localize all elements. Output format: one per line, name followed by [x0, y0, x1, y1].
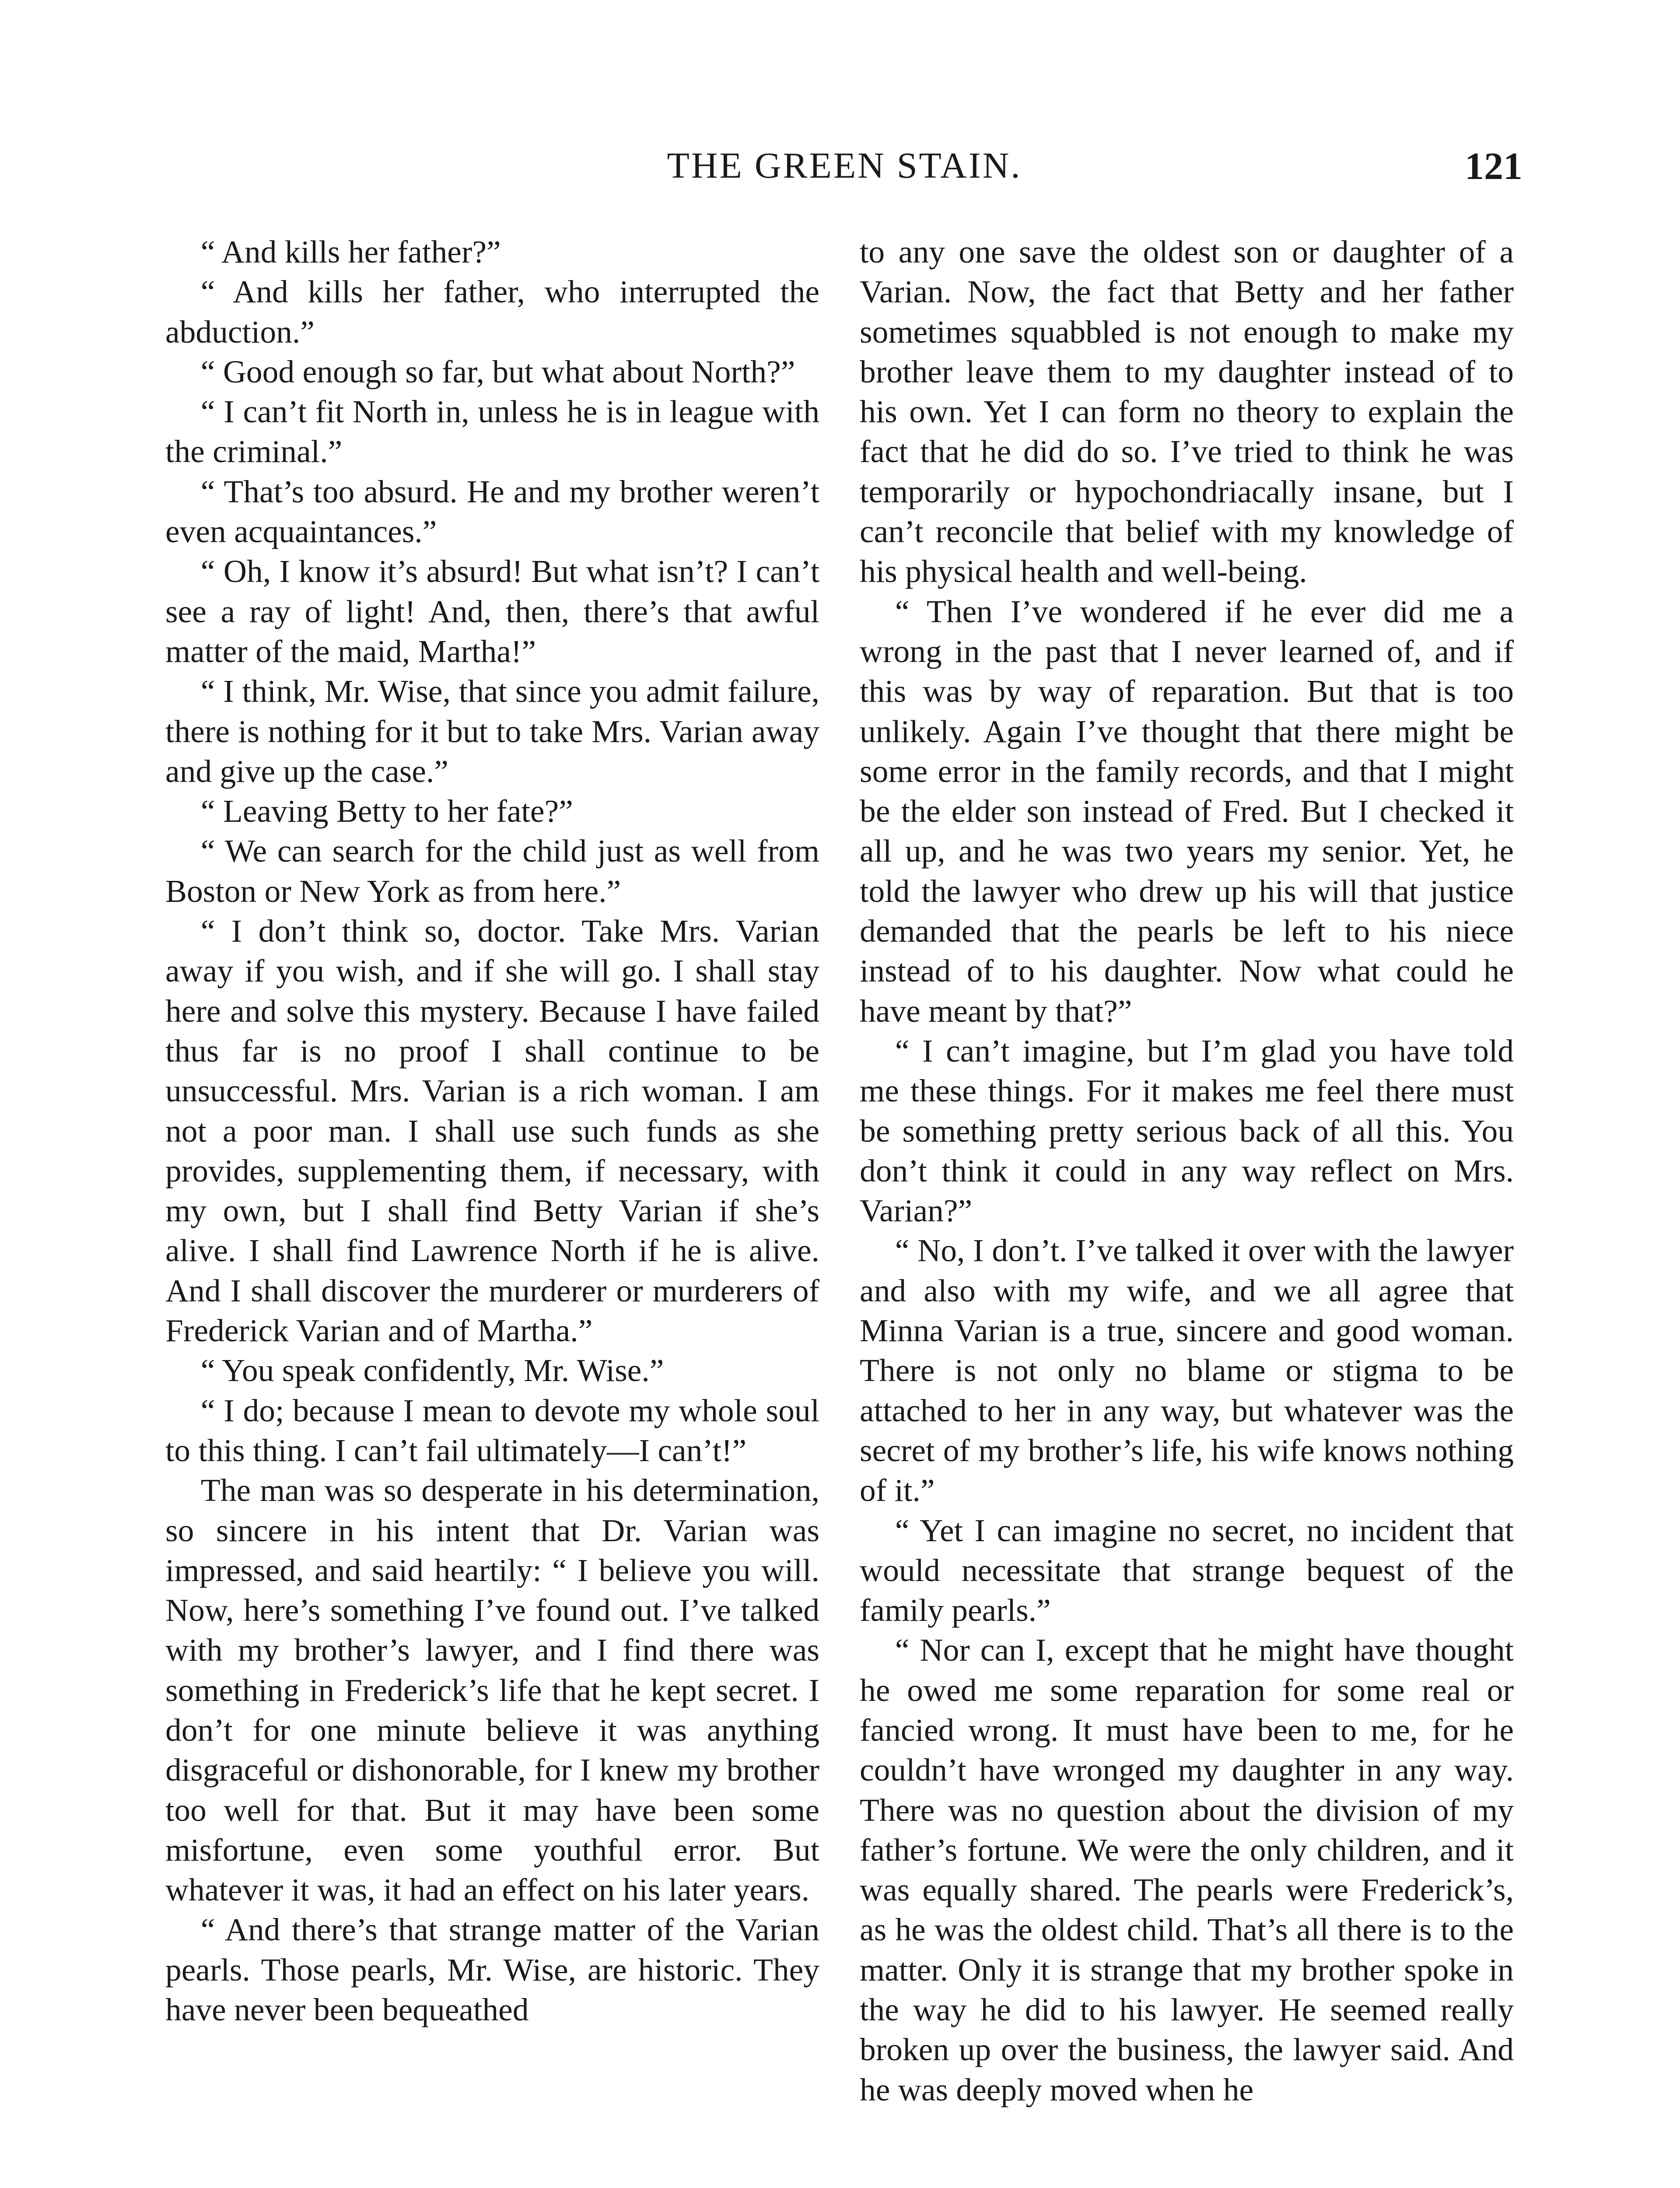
paragraph: “ Then I’ve wondered if he ever did me a wrong in the past that I never learned of, and if this was by way of reparation. But that is too unlikely. Again I’ve thought that there might be some error in the family records, and that I might be the elder son instead of Fred. But I checked it all up, and he was two years my senior. Yet, he told the lawyer who drew up his will that justice demanded that the pearls be left to his niece instead of to his daughter. Now what could he have meant by that?”: [860, 593, 1514, 1029]
paragraph: “ Leaving Betty to her fate?”: [200, 793, 573, 829]
left-column: [165, 232, 819, 2030]
paragraph: “ I do; because I mean to devote my whole soul to this thing. I can’t fail ultimately—I can’t!”: [165, 1392, 819, 1468]
paragraph: “ And kills her father, who interrupted the abduction.”: [165, 274, 819, 350]
paragraph: The man was so desperate in his determination, so sincere in his intent that Dr. Varian was impressed, and said heartily: “ I believe you will. Now, here’s something I’ve found out. I’ve talked with my brother’s lawyer, and I find there was something in Frederick’s life that he kept secret. I don’t for one minute believe it was anything disgraceful or dishonorable, for I knew my brother too well for that. But it may have been some misfortune, even some youthful error. But whatever it was, it had an effect on his later years.: [165, 1473, 819, 1908]
right-column: [860, 232, 1514, 2110]
paragraph: “ I don’t think so, doctor. Take Mrs. Varian away if you wish, and if she will go. I shall stay here and solve this mystery. Because I have failed thus far is no proof I shall continue to be unsuccessful. Mrs. Varian is a rich woman. I am not a poor man. I shall use such funds as she provides, supplementing them, if necessary, with my own, but I shall find Betty Varian if she’s alive. I shall find Lawrence North if he is alive. And I shall discover the murderer or murderers of Frederick Varian and of Martha.”: [165, 913, 819, 1349]
paragraph: “ And there’s that strange matter of the Varian pearls. Those pearls, Mr. Wise, are historic. They have never been bequeathed: [165, 1912, 819, 2028]
paragraph: “ That’s too absurd. He and my brother weren’t even acquaintances.”: [165, 473, 819, 550]
running-title: THE GREEN STAIN.: [667, 145, 1022, 186]
paragraph: “ I can’t imagine, but I’m glad you have told me these things. For it makes me feel there must be something pretty serious back of all this. You don’t think it could in any way reflect on Mrs. Varian?”: [860, 1033, 1514, 1229]
paragraph: “ Yet I can imagine no secret, no incident that would necessitate that strange bequest of the family pearls.”: [860, 1512, 1514, 1628]
paragraph: “ We can search for the child just as well from Boston or New York as from here.”: [165, 833, 819, 909]
paragraph: “ Good enough so far, but what about North?”: [200, 354, 795, 389]
paragraph: “ And kills her father?”: [200, 234, 501, 270]
paragraph: “ No, I don’t. I’ve talked it over with the lawyer and also with my wife, and we all agree that Minna Varian is a true, sincere and good woman. There is not only no blame or stigma to be attached to her in any way, but whatever was the secret of my brother’s life, his wife knows nothing of it.”: [860, 1233, 1514, 1508]
page-header: [166, 144, 1522, 197]
paragraph: “ You speak confidently, Mr. Wise.”: [200, 1353, 664, 1389]
paragraph: “ I can’t fit North in, unless he is in league with the criminal.”: [165, 394, 819, 470]
paragraph: “ Oh, I know it’s absurd! But what isn’t? I can’t see a ray of light! And, then, there’s that awful matter of the maid, Martha!”: [165, 554, 819, 669]
page-number: 121: [1465, 145, 1522, 188]
paragraph: to any one save the oldest son or daughter of a Varian. Now, the fact that Betty and her father sometimes squabbled is not enough to make my brother leave them to my daughter instead of to his own. Yet I can form no theory to explain the fact that he did do so. I’ve tried to think he was temporarily or hypochondriacally insane, but I can’t reconcile that belief with my knowledge of his physical health and well-being.: [860, 234, 1514, 589]
paragraph: “ Nor can I, except that he might have thought he owed me some reparation for some real or fancied wrong. It must have been to me, for he couldn’t have wronged my daughter in any way. There was no question about the division of my father’s fortune. We were the only children, and it was equally shared. The pearls were Frederick’s, as he was the oldest child. That’s all there is to the matter. Only it is strange that my brother spoke in the way he did to his lawyer. He seemed really broken up over the business, the lawyer said. And he was deeply moved when he: [860, 1632, 1514, 2107]
paragraph: “ I think, Mr. Wise, that since you admit failure, there is nothing for it but to take Mrs. Varian away and give up the case.”: [165, 673, 819, 789]
